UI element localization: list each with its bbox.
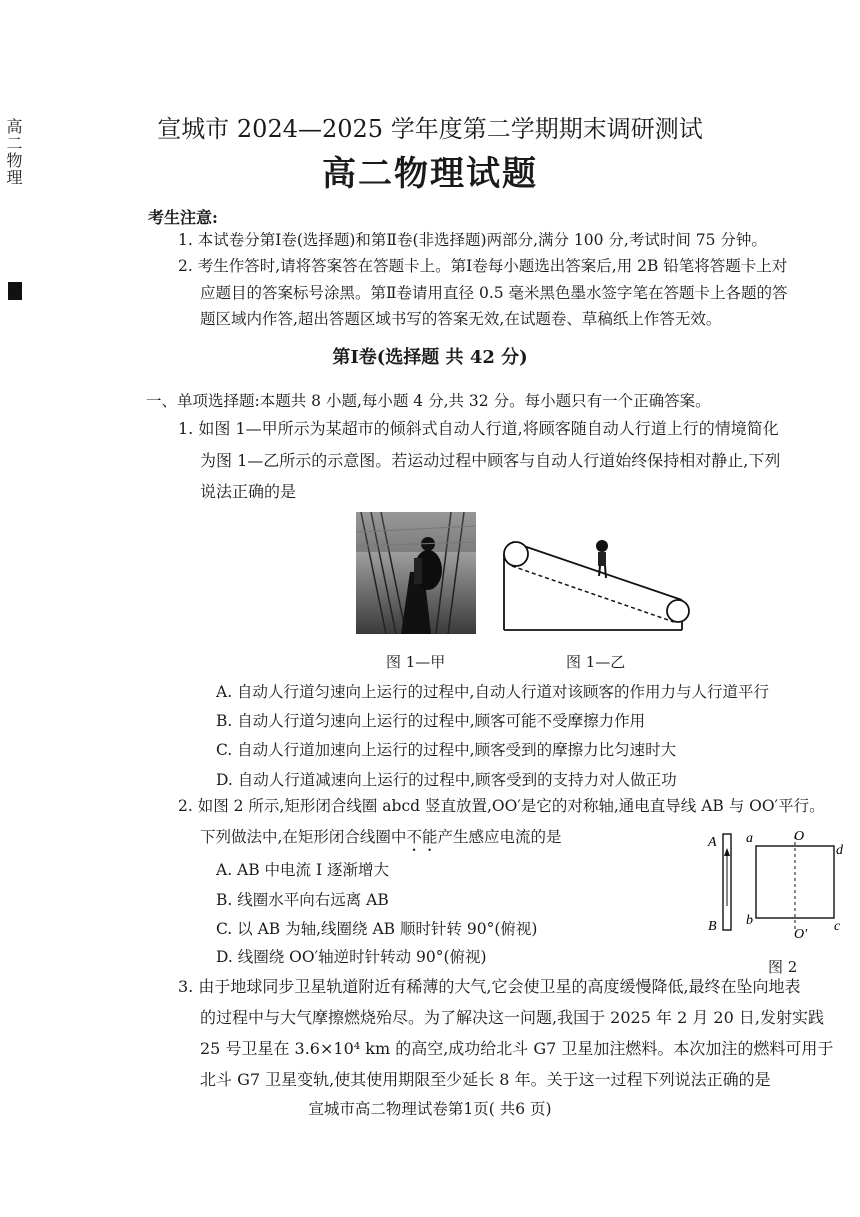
exam-subtitle: 宣城市 2024—2025 学年度第二学期期末调研测试 bbox=[157, 115, 703, 143]
side-margin-label: 高二物理 bbox=[4, 118, 23, 186]
q1-option-c: C. 自动人行道加速向上运行的过程中,顾客受到的摩擦力比匀速时大 bbox=[216, 741, 677, 759]
figure-1a-photo bbox=[356, 512, 476, 634]
figure-2-diagram bbox=[706, 826, 852, 938]
q2-line-1: 2. 如图 2 所示,矩形闭合线圈 abcd 竖直放置,OO′是它的对称轴,通电直导线 AB 与 OO′平行。 bbox=[178, 797, 825, 815]
q1-line-3: 说法正确的是 bbox=[200, 482, 297, 501]
q3-line-2: 的过程中与大气摩擦燃烧殆尽。为了解决这一问题,我国于 2025 年 2 月 20 日,发射实践 bbox=[200, 1008, 824, 1027]
label-O: O bbox=[794, 829, 805, 844]
q2-line-2: 下列做法中,在矩形闭合线圈中不能产生感应电流的是 bbox=[200, 828, 562, 846]
notice-heading: 考生注意: bbox=[148, 208, 218, 227]
part-heading: 一、单项选择题:本题共 8 小题,每小题 4 分,共 32 分。每小题只有一个正确答案。 bbox=[146, 392, 711, 410]
q2-option-c: C. 以 AB 为轴,线圈绕 AB 顺时针转 90°(俯视) bbox=[216, 920, 538, 938]
section-title: 第Ⅰ卷(选择题 共 42 分) bbox=[332, 347, 528, 368]
q3-line-3: 25 号卫星在 3.6×10⁴ km 的高空,成功给北斗 G7 卫星加注燃料。本次加注的燃料可用于 bbox=[200, 1039, 834, 1058]
label-d: d bbox=[836, 843, 843, 858]
notice-item-2-line-2: 应题目的答案标号涂黑。第Ⅱ卷请用直径 0.5 毫米黑色墨水签字笔在答题卡上各题的答 bbox=[200, 284, 788, 302]
q1-line-1: 1. 如图 1—甲所示为某超市的倾斜式自动人行道,将顾客随自动人行道上行的情境简化 bbox=[178, 419, 779, 438]
notice-item-1: 1. 本试卷分第Ⅰ卷(选择题)和第Ⅱ卷(非选择题)两部分,满分 100 分,考试时间 75 分钟。 bbox=[178, 231, 767, 249]
q2-option-a: A. AB 中电流 I 逐渐增大 bbox=[216, 861, 390, 879]
label-c: c bbox=[834, 919, 841, 934]
binding-mark bbox=[8, 282, 22, 300]
label-O-prime: O′ bbox=[794, 927, 808, 938]
page-footer: 宣城市高二物理试卷第1页( 共6 页) bbox=[308, 1100, 552, 1118]
notice-item-2-line-3: 题区域内作答,超出答题区域书写的答案无效,在试题卷、草稿纸上作答无效。 bbox=[200, 310, 722, 328]
q2-option-d: D. 线圈绕 OO′轴逆时针转动 90°(俯视) bbox=[216, 948, 487, 966]
q1-option-b: B. 自动人行道匀速向上运行的过程中,顾客可能不受摩擦力作用 bbox=[216, 712, 646, 730]
q3-line-1: 3. 由于地球同步卫星轨道附近有稀薄的大气,它会使卫星的高度缓慢降低,最终在坠向地表 bbox=[178, 977, 801, 996]
figure-1a-caption: 图 1—甲 bbox=[386, 653, 446, 671]
q1-line-2: 为图 1—乙所示的示意图。若运动过程中顾客与自动人行道始终保持相对静止,下列 bbox=[200, 451, 781, 470]
q2-option-b: B. 线圈水平向右远离 AB bbox=[216, 891, 389, 909]
label-A: A bbox=[708, 835, 717, 850]
label-B: B bbox=[708, 919, 717, 934]
figure-1b-caption: 图 1—乙 bbox=[566, 653, 626, 671]
figure-2-caption: 图 2 bbox=[768, 958, 798, 976]
figure-1b-diagram bbox=[502, 534, 694, 632]
notice-item-2-line-1: 2. 考生作答时,请将答案答在答题卡上。第Ⅰ卷每小题选出答案后,用 2B 铅笔将答题卡上对 bbox=[178, 257, 788, 275]
q3-line-4: 北斗 G7 卫星变轨,使其使用期限至少延长 8 年。关于这一过程下列说法正确的是 bbox=[200, 1070, 771, 1089]
label-a: a bbox=[746, 831, 753, 846]
q1-option-d: D. 自动人行道减速向上运行的过程中,顾客受到的支持力对人做正功 bbox=[216, 771, 677, 789]
q1-option-a: A. 自动人行道匀速向上运行的过程中,自动人行道对该顾客的作用力与人行道平行 bbox=[216, 683, 769, 701]
q2-emphasis-not: 不能 bbox=[406, 828, 438, 846]
exam-title: 高二物理试题 bbox=[322, 154, 538, 194]
label-b: b bbox=[746, 913, 753, 928]
